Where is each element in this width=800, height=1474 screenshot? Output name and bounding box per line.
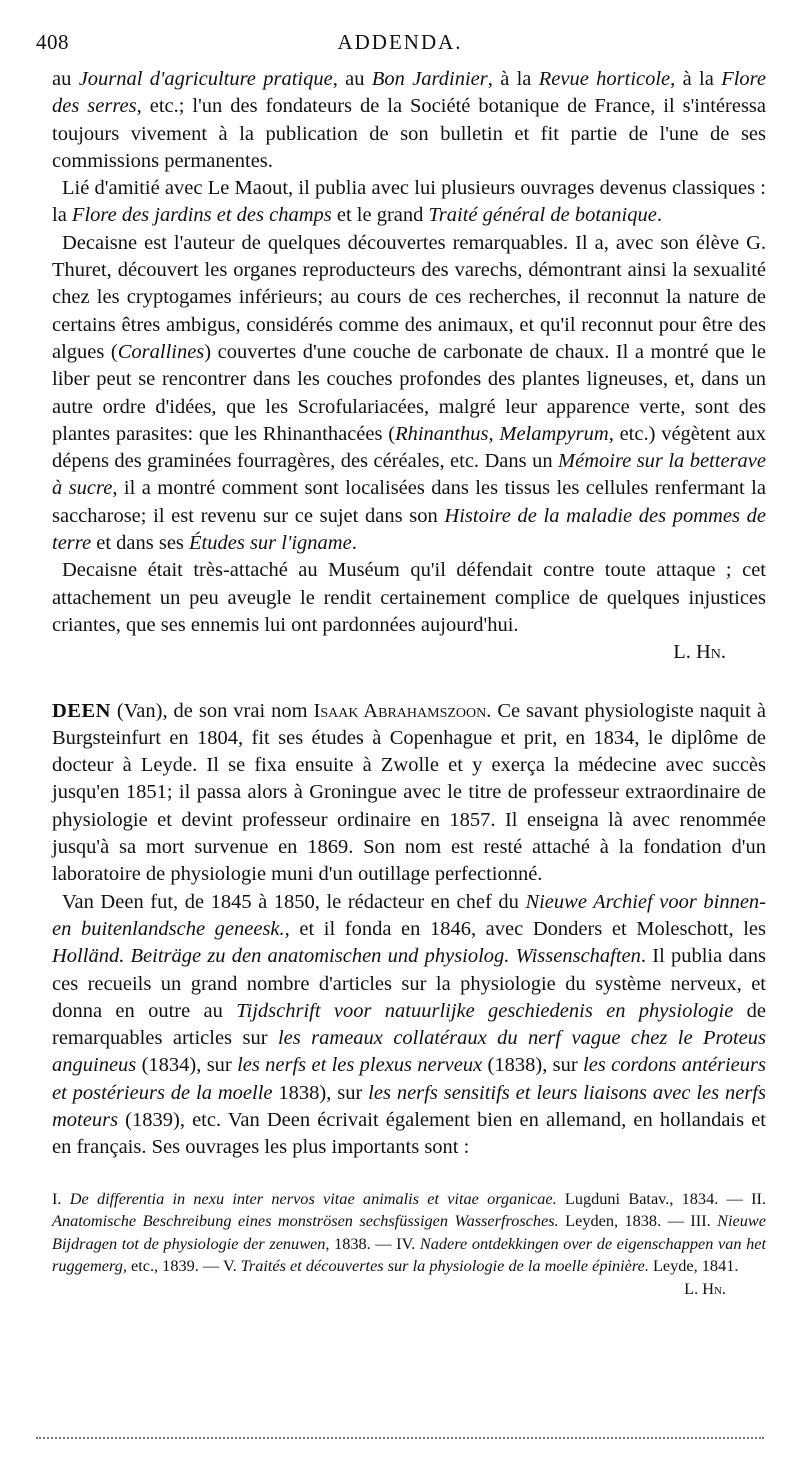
page-number: 408: [36, 30, 69, 54]
italic-span: Holländ. Beiträge zu den anatomischen und physiolog. Wissenschaften: [52, 945, 641, 968]
italic-span: Nadere ontdekkingen over de eigenschappen van het ruggemerg,: [52, 1233, 766, 1276]
italic-span: Melampyrum: [499, 422, 609, 445]
italic-span: Revue horticole: [538, 68, 671, 90]
italic-span: Tijdschrift voor natuurlijke geschiedenis en physiologie: [236, 999, 734, 1022]
italic-span: Flore des jardins et des champs: [71, 204, 332, 227]
italic-span: les cordons antérieurs et postérieurs de la moelle: [52, 1054, 766, 1104]
italic-span: les nerfs sensitifs et leurs liaisons avec les nerfs moteurs: [52, 1081, 766, 1131]
italic-span: les nerfs et les plexus nerveux: [237, 1054, 483, 1077]
italic-span: Anatomische Beschreibung eines monströsen sechsfüssigen Wasserfrosches.: [52, 1211, 559, 1231]
italic-span: Corallines: [117, 340, 205, 363]
italic-span: Bon Jardinier: [371, 68, 488, 90]
decaisne-paragraph-3: Decaisne est l'auteur de quelques découvertes remarquables. Il a, avec son élève G. Thuret, découvert les organes reproducteurs des varechs, démontrant ainsi la sexualité chez les cryptogames inférieurs; au cours de ces recherches, il reconnut la nature de certains êtres ambigus, considérés comme des animaux, et qu'il reconnut pour être des algues (Corallines) couvertes d'une couche de carbonate de chaux. Il a montré que le liber peut se rencontrer dans les couches profondes des plantes ligneuses, et, dans un autre ordre d'idées, que les Scrofulariacées, malgré leur apparence verte, sont des plantes parasites: que les Rhinanthacées (Rhinanthus, Melampyrum, etc.) végètent aux dépens des graminées fourragères, des céréales, etc. Dans un Mémoire sur la betterave à sucre, il a montré comment sont localisées dans les tissus les cellules renfermant la saccharose; il est revenu sur ce sujet dans son Histoire de la maladie des pommes de terre et dans ses Études sur l'igname.: [52, 231, 767, 555]
italic-span: De differentia in nexu inter nervos vitae animalis et vitae organicae.: [69, 1188, 557, 1208]
italic-span: Histoire de la maladie des pommes de terre: [52, 504, 766, 555]
deen-paragraph-1: [52, 698, 766, 889]
decaisne-paragraph-2: Lié d'amitié avec Le Maout, il publia avec lui plusieurs ouvrages devenus classiques : la Flore des jardins et des champs et le grand Traité général de botanique.: [52, 177, 766, 227]
italic-span: Traité général de botanique: [428, 204, 657, 227]
italic-span: Traités et découvertes sur la physiologie de la moelle épinière.: [240, 1256, 649, 1276]
small-caps-span: Isaak Abrahamszoon: [313, 699, 487, 722]
decaisne-signature: L. Hn.: [673, 641, 726, 664]
text-column: [52, 66, 766, 1301]
decaisne-paragraph-1: au Journal d'agriculture pratique, au Bon Jardinier, à la Revue horticole, à la Flore des serres, etc.; l'un des fondateurs de la Société botanique de France, il s'intéressa toujours vivement à la publication de son bulletin et fit partie de l'une de ses commissions permanentes.: [52, 68, 766, 172]
deen-paragraph-1-body: (Van), de son vrai nom Isaak Abrahamszoon. Ce savant physiologiste naquit à Burgsteinfurt en 1804, fit ses études à Copenhague et prit, en 1834, le diplôme de docteur à Leyde. Il se fixa ensuite à Zwolle et y exerça la médecine avec succès jusqu'en 1851; il passa alors à Groningue avec le titre de professeur extraordinaire de physiologie et devint professeur ordinaire en 1857. Il enseigna là avec renommée jusqu'à sa mort survenue en 1869. Son nom est resté attaché à la fondation d'un laboratoire de physiologie muni d'un outillage perfectionné.: [52, 699, 766, 886]
entry-separator: [52, 667, 766, 698]
running-title: ADDENDA.: [337, 30, 463, 54]
italic-span: Études sur l'igname: [189, 532, 352, 555]
deen-paragraph-2: Van Deen fut, de 1845 à 1850, le rédacteur en chef du Nieuwe Archief voor binnen- en buitenlandsche geneesk., et il fonda en 1846, avec Donders et Moleschott, les Holländ. Beiträge zu den anatomischen und physiolog. Wissenschaften. Il publia dans ces recueils un grand nombre d'articles sur la physiologie du système nerveux, et donna en outre au Tijdschrift voor natuurlijke geschiedenis en physiologie de remarquables articles sur les rameaux collatéraux du nerf vague chez le Proteus anguineus (1834), sur les nerfs et les plexus nerveux (1838), sur les cordons antérieurs et postérieurs de la moelle 1838), sur les nerfs sensitifs et leurs liaisons avec les nerfs moteurs (1839), etc. Van Deen écrivait également bien en allemand, en hollandais et en français. Ses ouvrages les plus importants sont :: [52, 890, 766, 1159]
bibliography-footnote: [52, 1188, 766, 1298]
bibliography-list: I. De differentia in nexu inter nervos vitae animalis et vitae organicae. Lugduni Batav., 1834. — II. Anatomische Beschreibung eines monströsen sechsfüssigen Wasserfrosches. Leyden, 1838. — III. Nieuwe Bijdragen tot de physiologie der zenuwen, 1838. — IV. Nadere ontdekkingen over de eigenschappen van het ruggemerg, etc., 1839. — V. Traités et découvertes sur la physiologie de la moelle épinière. Leyde, 1841.: [52, 1188, 766, 1276]
entry-headword: DEEN: [52, 699, 111, 722]
italic-span: Nieuwe Bijdragen tot de physiologie der zenuwen,: [52, 1211, 766, 1253]
italic-span: Rhinanthus: [395, 422, 489, 445]
bottom-dotted-rule: [36, 1437, 764, 1439]
italic-span: Flore des serres: [52, 68, 766, 118]
italic-span: Journal d'agriculture pratique: [78, 68, 333, 90]
running-header: [36, 30, 764, 60]
decaisne-paragraph-4: Decaisne était très-attaché au Muséum qu'il défendait contre toute attaque ; cet attachement un peu aveugle le rendit certainement complice de quelques injustices criantes, que ses ennemis lui ont pardonnées aujourd'hui.: [52, 559, 766, 636]
italic-span: Nieuwe Archief voor binnen- en buitenlandsche geneesk.: [52, 890, 766, 940]
italic-span: les rameaux collatéraux du nerf vague chez le Proteus anguineus: [52, 1027, 766, 1077]
bibliography-text: [52, 1188, 766, 1298]
bibliography-signature: L. Hn.: [684, 1278, 726, 1298]
italic-span: Mémoire sur la betterave à sucre: [52, 450, 766, 500]
